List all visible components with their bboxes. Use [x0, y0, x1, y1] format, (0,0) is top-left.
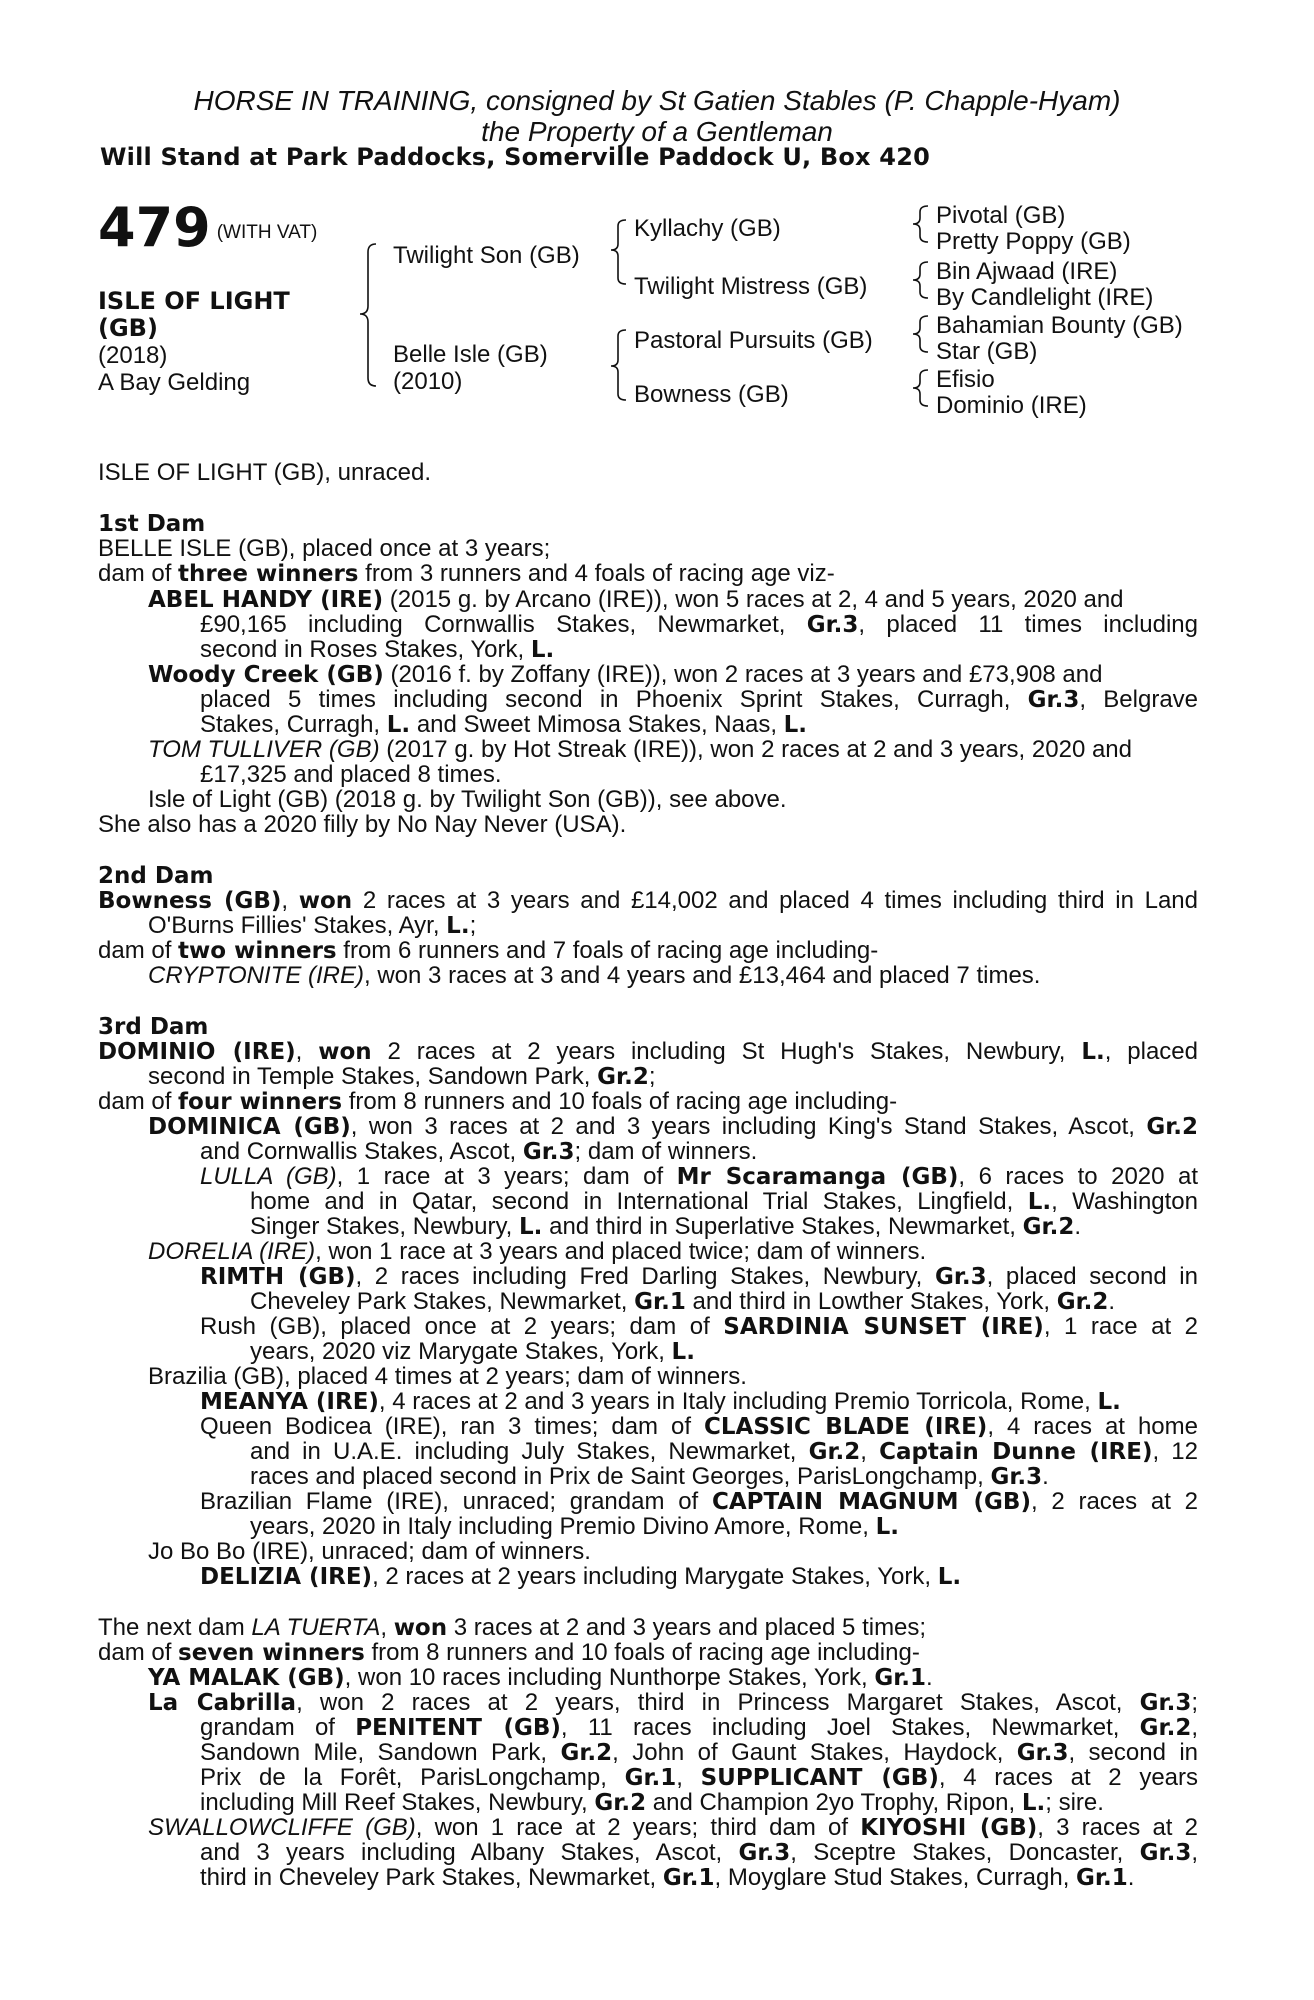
produce-entry: DORELIA (IRE), won 1 race at 3 years and placed twice; dam of winners.: [148, 1238, 927, 1265]
pedigree-g3-4: By Candlelight (IRE): [936, 284, 1154, 311]
produce-entry: CRYPTONITE (IRE), won 3 races at 3 and 4 years and £13,464 and placed 7 times.: [148, 962, 1041, 989]
produce-entry: DELIZIA (IRE), 2 races at 2 years including Marygate Stakes, York, L.: [200, 1563, 962, 1590]
produce-entry: TOM TULLIVER (GB) (2017 g. by Hot Streak (IRE)), won 2 races at 2 and 3 years, 2020 and: [148, 736, 1132, 763]
produce-entry: SWALLOWCLIFFE (GB), won 1 race at 2 years; third dam of KIYOSHI (GB), 3 races at 2: [148, 1814, 1198, 1841]
catalogue-page: HORSE IN TRAINING, consigned by St Gatien Stables (P. Chapple-Hyam) the Property of a Gentleman Will Stand at Park Paddocks, Somerville Paddock U, Box 420 479 $^{(WITH VAT)}$ ISLE OF LIGHT (GB) (2018) A Bay Gelding Twilight Son (GB) Belle Isle (GB) (2010) Kyllachy (GB) Twilight Mistress (GB) Pastoral Pursuits (GB) Bowness (GB) Pivotal (GB) Pretty Poppy (GB) Bin Ajwaad (IRE) By Candlelight (IRE) Bahamian Bounty (GB) Star (GB) Efisio Dominio (IRE) ISLE OF LIGHT (GB), unraced. 1st Dam BELLE ISLE (GB), placed once at 3 years; dam of three winners from 3 runners and 4 foals of racing age viz- ABEL HANDY (IRE) (2015 g. by Arcano (IRE)), won 5 races at 2, 4 and 5 years, 2020 and £90,165 including Cornwallis Stakes, Newmarket, Gr.3, placed 11 times including second in Roses Stakes, York, L. Woody Creek (GB) (2016 f. by Zoffany (IRE)), won 2 races at 3 years and £73,908 and placed 5 times including second in Phoenix Sprint Stakes, Curragh, Gr.3, Belgrave Stakes, Curragh, L. and Sweet Mimosa Stakes, Naas, L. TOM TULLIVER (GB) (2017 g. by Hot Streak (IRE)), won 2 races at 2 and 3 years, 2020 and £17,325 and placed 8 times. Isle of Light (GB) (2018 g. by Twilight Son (GB)), see above. She also has a 2020 filly by No Nay Never (USA). 2nd Dam Bowness (GB), won 2 races at 3 years and £14,002 and placed 4 times including third in Land O'Burns Fillies' Stakes, Ayr, L.; dam of two winners from 6 runners and 7 foals of racing age including- CRYPTONITE (IRE), won 3 races at 3 and 4 years and £13,464 and placed 7 times. 3rd Dam DOMINIO (IRE), won 2 races at 2 years including St Hugh's Stakes, Newbury, L., placed second in Temple Stakes, Sandown Park, Gr.2; dam of four winners from 8 runners and 10 foals of racing age including- DOMINICA (GB), won 3 races at 2 and 3 years including King's Stand Stakes, Ascot, Gr.2 and Cornwallis Stakes, Ascot, Gr.3; dam of winners. LULLA (GB), 1 race at 3 years; dam of Mr Scaramanga (GB), 6 races to 2020 at home and in Qatar, second in International Trial Stakes, Lingfield, L., Washington Singer Stakes, Newbury, L. and third in Superlative Stakes, Newmarket, Gr.2. DORELIA (IRE), won 1 race at 3 years and placed twice; dam of winners. RIMTH (GB), 2 races including Fred Darling Stakes, Newbury, Gr.3, placed second in Cheveley Park Stakes, Newmarket, Gr.1 and third in Lowther Stakes, York, Gr.2. Rush (GB), placed once at 2 years; dam of SARDINIA SUNSET (IRE), 1 race at 2 years, 2020 viz Marygate Stakes, York, L. Brazilia (GB), placed 4 times at 2 years; dam of winners. MEANYA (IRE), 4 races at 2 and 3 years in Italy including Premio Torricola, Rome, L. Queen Bodicea (IRE), ran 3 times; dam of CLASSIC BLADE (IRE), 4 races at home and in U.A.E. including July Stakes, Newmarket, Gr.2, Captain Dunne (IRE), 12 races and placed second in Prix de Saint Georges, ParisLongchamp, Gr.3. Brazilian Flame (IRE), unraced; grandam of CAPTAIN MAGNUM (GB), 2 races at 2 years, 2020 in Italy including Premio Divino Amore, Rome, L. Jo Bo Bo (IRE), unraced; dam of winners. DELIZIA (IRE), 2 races at 2 years including Marygate Stakes, York, L. The next dam LA TUERTA, won 3 races at 2 and 3 years and placed 5 times; dam of seven winners from 8 runners and 10 foals of racing age including- YA MALAK (GB), won 10 races including Nunthorpe Stakes, York, Gr.1. La Cabrilla, won 2 races at 2 years, third in Princess Margaret Stakes, Ascot, Gr.3; grandam of PENITENT (GB), 11 races including Joel Stakes, Newmarket, Gr.2, Sandown Mile, Sandown Park, Gr.2, John of Gaunt Stakes, Haydock, Gr.3, second in Prix de la Forêt, ParisLongchamp, Gr.1, SUPPLICANT (GB), 4 races at 2 years including Mill Reef Stakes, Newbury, Gr.2 and Champion 2yo Trophy, Ripon, L.; sire. SWALLOWCLIFFE (GB), won 1 race at 2 years; third dam of KIYOSHI (GB), 3 races at 2 and 3 years including Albany Stakes, Ascot, Gr.3, Sceptre Stakes, Doncaster, Gr.3, third in Cheveley Park Stakes, Newmarket, Gr.1, Moyglare Stud Stakes, Curragh, Gr.1.: [0, 0, 1314, 2000]
intro-line: ISLE OF LIGHT (GB), unraced.: [98, 459, 431, 486]
second-dam-line: Bowness (GB), won 2 races at 3 years and £14,002 and placed 4 times including third in Land: [98, 887, 1198, 914]
pedigree-g3-6: Star (GB): [936, 338, 1038, 365]
produce-entry: Rush (GB), placed once at 2 years; dam of SARDINIA SUNSET (IRE), 1 race at 2: [200, 1313, 1198, 1340]
produce-entry: Brazilia (GB), placed 4 times at 2 years; dam of winners.: [148, 1363, 747, 1390]
horse-name: ISLE OF LIGHT (GB): [98, 287, 290, 342]
third-dam-heading: 3rd Dam: [98, 1014, 209, 1040]
third-dam-line: DOMINIO (IRE), won 2 races at 2 years including St Hugh's Stakes, Newbury, L., placed: [98, 1038, 1198, 1065]
lot-heading: HORSE IN TRAINING, consigned by St Gatien Stables (P. Chapple-Hyam): [193, 85, 1121, 116]
produce-entry: ABEL HANDY (IRE) (2015 g. by Arcano (IRE)), won 5 races at 2, 4 and 5 years, 2020 and: [148, 586, 1124, 613]
pedigree-g3-2: Pretty Poppy (GB): [936, 228, 1131, 255]
stand-location: Will Stand at Park Paddocks, Somerville Paddock U, Box 420: [100, 143, 930, 171]
vendor-line: the Property of a Gentleman: [481, 116, 833, 147]
horse-description: A Bay Gelding: [98, 369, 251, 396]
pedigree-dam-sire: Pastoral Pursuits (GB): [634, 327, 873, 354]
produce-entry: MEANYA (IRE), 4 races at 2 and 3 years in Italy including Premio Torricola, Rome, L.: [200, 1388, 1121, 1415]
pedigree-dam-year: (2010): [393, 368, 463, 395]
pedigree-g3-7: Efisio: [936, 366, 995, 393]
pedigree-g3-5: Bahamian Bounty (GB): [936, 312, 1183, 339]
produce-entry: Isle of Light (GB) (2018 g. by Twilight Son (GB)), see above.: [148, 786, 787, 813]
produce-entry: Jo Bo Bo (IRE), unraced; dam of winners.: [148, 1538, 591, 1565]
pedigree-dam: Belle Isle (GB): [393, 341, 548, 368]
first-dam-line: BELLE ISLE (GB), placed once at 3 years;: [98, 535, 551, 562]
pedigree-g3-1: Pivotal (GB): [936, 202, 1066, 229]
produce-entry: YA MALAK (GB), won 10 races including Nunthorpe Stakes, York, Gr.1.: [148, 1664, 933, 1691]
horse-year: (2018): [98, 342, 168, 369]
second-dam-heading: 2nd Dam: [98, 863, 214, 889]
vat-label: (WITH VAT): [216, 222, 318, 243]
next-dam-line: The next dam LA TUERTA, won 3 races at 2 and 3 years and placed 5 times;: [98, 1614, 927, 1641]
first-dam-summary: dam of three winners from 3 runners and 4 foals of racing age viz-: [98, 560, 835, 587]
pedigree-sire-dam: Twilight Mistress (GB): [634, 273, 868, 300]
lot-number: 479: [98, 196, 211, 259]
produce-entry: Queen Bodicea (IRE), ran 3 times; dam of CLASSIC BLADE (IRE), 4 races at home: [200, 1413, 1198, 1440]
first-dam-note: She also has a 2020 filly by No Nay Never (USA).: [98, 811, 627, 838]
first-dam-heading: 1st Dam: [98, 511, 206, 537]
produce-entry: LULLA (GB), 1 race at 3 years; dam of Mr Scaramanga (GB), 6 races to 2020 at: [200, 1163, 1198, 1190]
pedigree-g3-3: Bin Ajwaad (IRE): [936, 258, 1118, 285]
pedigree-dam-dam: Bowness (GB): [634, 381, 789, 408]
pedigree-sire: Twilight Son (GB): [393, 242, 580, 269]
pedigree-sire-sire: Kyllachy (GB): [634, 215, 781, 242]
produce-entry: La Cabrilla, won 2 races at 2 years, third in Princess Margaret Stakes, Ascot, Gr.3;: [148, 1689, 1199, 1716]
pedigree-g3-8: Dominio (IRE): [936, 392, 1087, 419]
produce-entry: DOMINICA (GB), won 3 races at 2 and 3 years including King's Stand Stakes, Ascot, Gr.2: [148, 1113, 1199, 1140]
produce-entry: RIMTH (GB), 2 races including Fred Darling Stakes, Newbury, Gr.3, placed second in: [200, 1263, 1198, 1290]
produce-entry: Woody Creek (GB) (2016 f. by Zoffany (IRE)), won 2 races at 3 years and £73,908 and: [148, 661, 1103, 688]
produce-entry: Brazilian Flame (IRE), unraced; grandam of CAPTAIN MAGNUM (GB), 2 races at 2: [200, 1488, 1198, 1515]
